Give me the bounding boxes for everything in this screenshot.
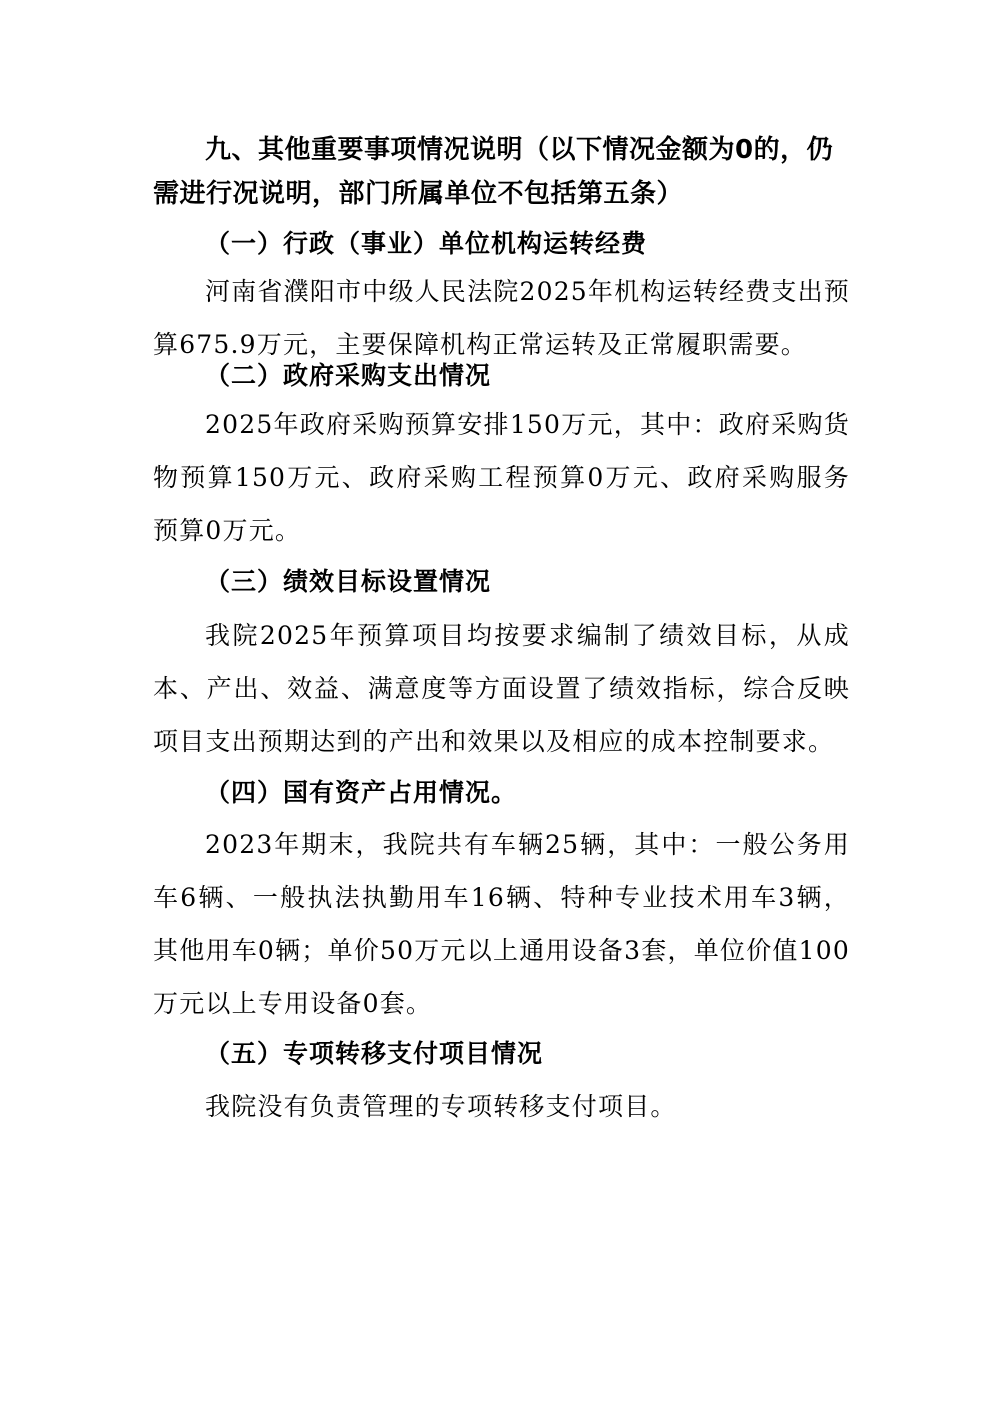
section-1-body: 河南省濮阳市中级人民法院2025年机构运转经费支出预算675.9万元，主要保障机构正常运转及正常履职需要。 — [153, 277, 850, 359]
section-2-body-block — [153, 398, 850, 557]
main-heading-block — [153, 128, 850, 216]
section-2-heading-block — [153, 356, 850, 396]
section-5-heading-block — [153, 1034, 850, 1074]
section-2-heading: （二）政府采购支出情况 — [205, 361, 492, 390]
section-5-heading: （五）专项转移支付项目情况 — [205, 1039, 544, 1068]
section-4-body: 2023年期末，我院共有车辆25辆，其中：一般公务用车6辆、一般执法执勤用车16辆、特种专业技术用车3辆，其他用车0辆；单价50万元以上通用设备3套，单位价值100万元以上专用设备0套。 — [153, 830, 850, 1018]
main-heading: 九、其他重要事项情况说明（以下情况金额为0的，仍需进行况说明，部门所属单位不包括第五条） — [153, 135, 834, 209]
section-3-heading: （三）绩效目标设置情况 — [205, 567, 492, 596]
section-3-body-block — [153, 609, 850, 768]
section-2-body: 2025年政府采购预算安排150万元，其中：政府采购货物预算150万元、政府采购工程预算0万元、政府采购服务预算0万元。 — [153, 410, 850, 545]
section-5-body: 我院没有负责管理的专项转移支付项目。 — [205, 1092, 677, 1121]
section-4-body-block — [153, 818, 850, 1030]
section-5-body-block — [153, 1080, 850, 1133]
section-1-heading-block — [153, 224, 850, 264]
section-4-heading-block — [153, 773, 850, 813]
section-1-heading: （一）行政（事业）单位机构运转经费 — [205, 229, 648, 258]
section-3-body: 我院2025年预算项目均按要求编制了绩效目标，从成本、产出、效益、满意度等方面设置了绩效指标，综合反映项目支出预期达到的产出和效果以及相应的成本控制要求。 — [153, 621, 850, 756]
section-4-heading: （四）国有资产占用情况。 — [205, 778, 518, 807]
section-3-heading-block — [153, 562, 850, 602]
